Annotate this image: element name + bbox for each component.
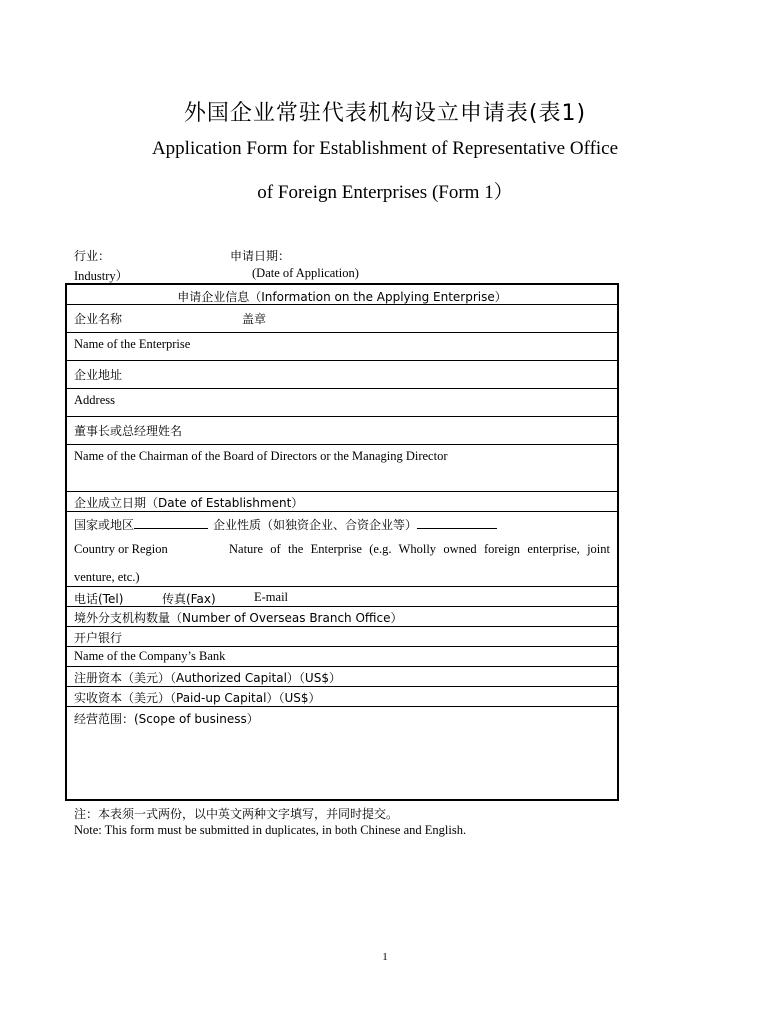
table-row-branch-count[interactable]: [67, 607, 617, 627]
tel-label: 电话(Tel): [74, 592, 124, 606]
chairman-label-en: Name of the Chairman of the Board of Directors or the Managing Director: [74, 449, 448, 463]
table-row-bank-en[interactable]: [67, 647, 617, 667]
table-row-authorized-capital[interactable]: [67, 667, 617, 687]
establishment-date-label: 企业成立日期（Date of Establishment）: [74, 496, 304, 510]
table-row-chairman-cn[interactable]: [67, 417, 617, 445]
application-form-table: [65, 283, 619, 801]
country-label-cn-text: 国家或地区: [74, 518, 135, 532]
section-header: 申请企业信息（Information on the Applying Enterprise）: [177, 290, 507, 304]
table-row-establishment-date[interactable]: [67, 492, 617, 512]
chairman-label-cn: 董事长或总经理姓名: [74, 424, 183, 438]
branch-count-label: 境外分支机构数量（Number of Overseas Branch Office）: [74, 611, 403, 625]
form-title-english-line2: of Foreign Enterprises (Form 1）: [257, 182, 513, 203]
form-title-chinese: 外国企业常驻代表机构设立申请表(表1): [183, 101, 587, 126]
date-label-cn: 申请日期：: [230, 249, 291, 263]
table-row-country-nature[interactable]: [67, 512, 617, 587]
table-row-address-en[interactable]: [67, 389, 617, 417]
address-label-cn: 企业地址: [74, 368, 123, 382]
authorized-capital-label: 注册资本（美元）（Authorized Capital）（US$）: [74, 671, 341, 685]
fax-label: 传真(Fax): [162, 592, 216, 606]
nature-blank-line[interactable]: [417, 517, 497, 529]
table-row-paidup-capital[interactable]: [67, 687, 617, 707]
table-row-scope[interactable]: [67, 707, 617, 801]
industry-label-cn: 行业：: [74, 249, 111, 263]
country-blank-line[interactable]: [134, 517, 208, 529]
paidup-capital-label: 实收资本（美元）（Paid-up Capital）（US$）: [74, 691, 321, 705]
enterprise-name-label-cn: 企业名称: [74, 312, 123, 326]
address-label-en: Address: [74, 393, 115, 407]
country-label-en: Country or Region: [74, 542, 168, 556]
table-row-chairman-en[interactable]: [67, 445, 617, 492]
table-row-section-header: [67, 285, 617, 305]
note-en: Note: This form must be submitted in duplicates, in both Chinese and English.: [74, 823, 467, 837]
nature-label-cn-text: 企业性质（如独资企业、合资企业等）: [213, 518, 418, 532]
bank-label-en: Name of the Company’s Bank: [74, 649, 226, 663]
table-row-bank-cn[interactable]: [67, 627, 617, 647]
enterprise-name-label-en: Name of the Enterprise: [74, 337, 191, 351]
nature-label-cn: [213, 516, 497, 533]
bank-label-cn: 开户银行: [74, 631, 123, 645]
page-number: 1: [382, 951, 388, 963]
industry-label-en: Industry）: [74, 269, 129, 283]
date-label-en: (Date of Application): [252, 266, 359, 280]
nature-label-en-continued: venture, etc.): [74, 570, 140, 584]
table-row-enterprise-name-en[interactable]: [67, 333, 617, 361]
scope-label: 经营范围：(Scope of business）: [74, 712, 259, 726]
note-cn: 注：本表须一式两份，以中英文两种文字填写，并同时提交。: [74, 807, 399, 821]
form-title-english-line1: Application Form for Establishment of Representative Office: [151, 138, 619, 159]
nature-label-en: Nature of the Enterprise (e.g. Wholly owned foreign enterprise, joint: [229, 542, 610, 556]
table-row-contact[interactable]: [67, 587, 617, 607]
seal-label: 盖章: [242, 312, 267, 326]
country-label-cn: [74, 516, 208, 533]
table-row-address-cn[interactable]: [67, 361, 617, 389]
table-row-enterprise-name-cn[interactable]: [67, 305, 617, 333]
email-label: E-mail: [254, 590, 289, 604]
